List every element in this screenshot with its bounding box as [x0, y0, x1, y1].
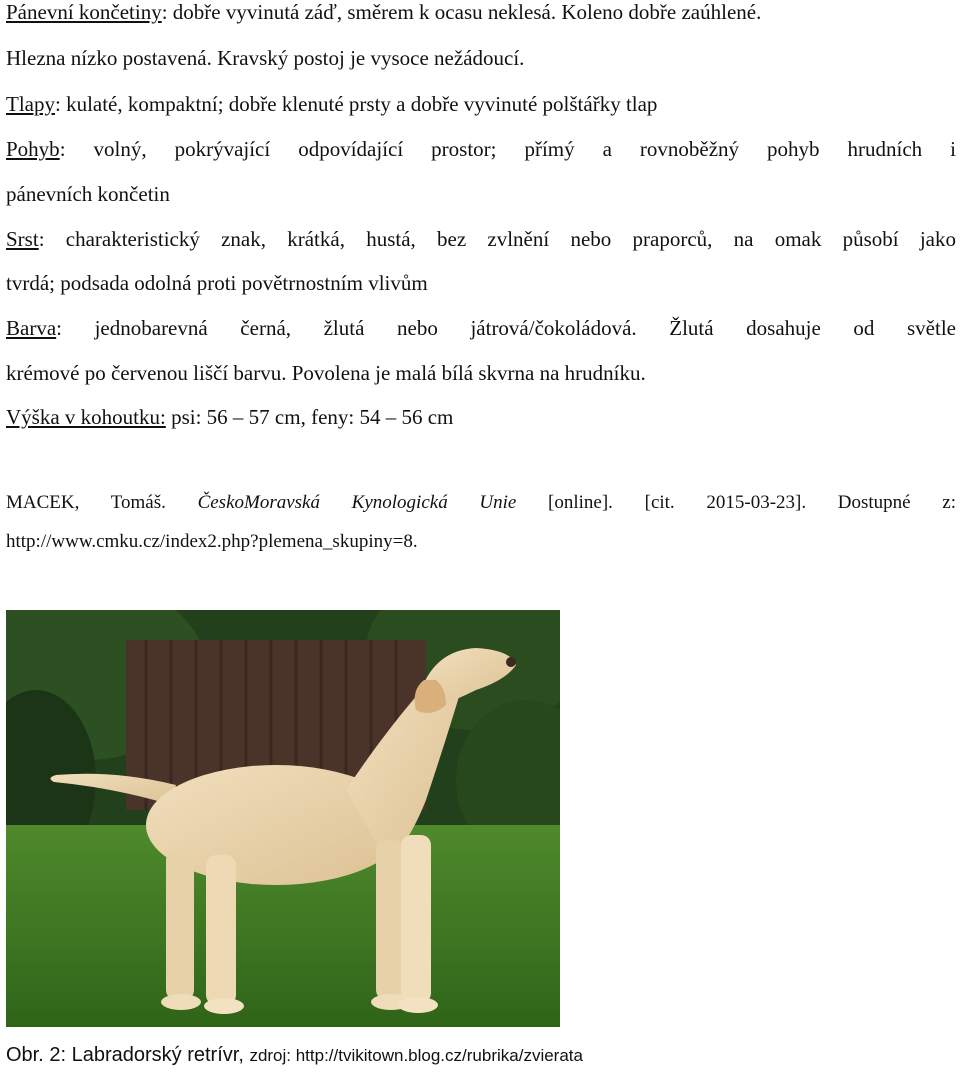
labrador-illustration — [6, 610, 560, 1027]
text-movement-cont: pánevních končetin — [6, 182, 170, 206]
caption-main: Obr. 2: Labradorský retrívr, — [6, 1044, 244, 1066]
dog-paw-1 — [161, 994, 201, 1010]
label-hind-limbs: Pánevní končetiny — [6, 0, 162, 24]
caption-source: zdroj: http://tvikitown.blog.cz/rubrika/zvierata — [249, 1046, 583, 1065]
text-line-movement-cont — [6, 182, 170, 206]
text-line-paws — [6, 92, 657, 116]
reference-url[interactable]: http://www.cmku.cz/index2.php?plemena_skupiny=8. — [6, 531, 418, 552]
label-color: Barva — [6, 316, 57, 340]
text-line-color — [6, 316, 956, 340]
label-coat: Srst — [6, 227, 39, 251]
text-line-hocks — [6, 46, 524, 70]
reference-line — [6, 491, 956, 515]
figure-caption — [6, 1044, 583, 1067]
dog-fore-leg-front — [401, 835, 431, 1003]
text-line-height — [6, 405, 453, 429]
text-line-hind-limbs — [6, 0, 761, 24]
dog-hind-leg-back — [166, 850, 194, 1000]
reference-url-line — [6, 530, 418, 554]
reference-rest: [online]. [cit. 2015-03-23]. Dostupné z: — [548, 492, 957, 513]
dog-paw-4 — [398, 997, 438, 1013]
dog-paw-2 — [204, 998, 244, 1014]
text-hind-limbs: : dobře vyvinutá záď, směrem k ocasu neklesá. Koleno dobře zaúhlené. — [161, 0, 762, 24]
text-hocks: Hlezna nízko postavená. Kravský postoj je vysoce nežádoucí. — [6, 46, 525, 70]
text-coat: : charakteristický znak, krátká, hustá, bez zvlnění nebo praporců, na omak působí jako — [38, 227, 956, 251]
dog-fore-leg-back — [376, 840, 404, 1000]
text-color: : jednobarevná černá, žlutá nebo játrová/čokoládová. Žlutá dosahuje od světle — [56, 316, 956, 340]
text-paws: : kulaté, kompaktní; dobře klenuté prsty a dobře vyvinuté polštářky tlap — [54, 92, 658, 116]
dog-hind-leg-front — [206, 855, 236, 1005]
text-coat-cont: tvrdá; podsada odolná proti povětrnostním vlivům — [6, 271, 428, 295]
label-height: Výška v kohoutku: — [6, 405, 166, 429]
text-color-cont: krémové po červenou liščí barvu. Povolena je malá bílá skvrna na hrudníku. — [6, 361, 646, 385]
text-line-movement — [6, 137, 956, 161]
text-movement: : volný, pokrývající odpovídající prostor; přímý a rovnoběžný pohyb hrudních i — [59, 137, 956, 161]
text-line-coat — [6, 227, 956, 251]
text-height: psi: 56 – 57 cm, feny: 54 – 56 cm — [165, 405, 454, 429]
labrador-photo — [6, 610, 560, 1027]
label-movement: Pohyb — [6, 137, 60, 161]
reference-author: MACEK, Tomáš. — [6, 492, 166, 513]
text-line-coat-cont — [6, 271, 428, 295]
text-line-color-cont — [6, 361, 646, 385]
reference-title: ČeskoMoravská Kynologická Unie — [197, 492, 517, 513]
dog-nose — [506, 657, 516, 667]
label-paws: Tlapy — [6, 92, 55, 116]
